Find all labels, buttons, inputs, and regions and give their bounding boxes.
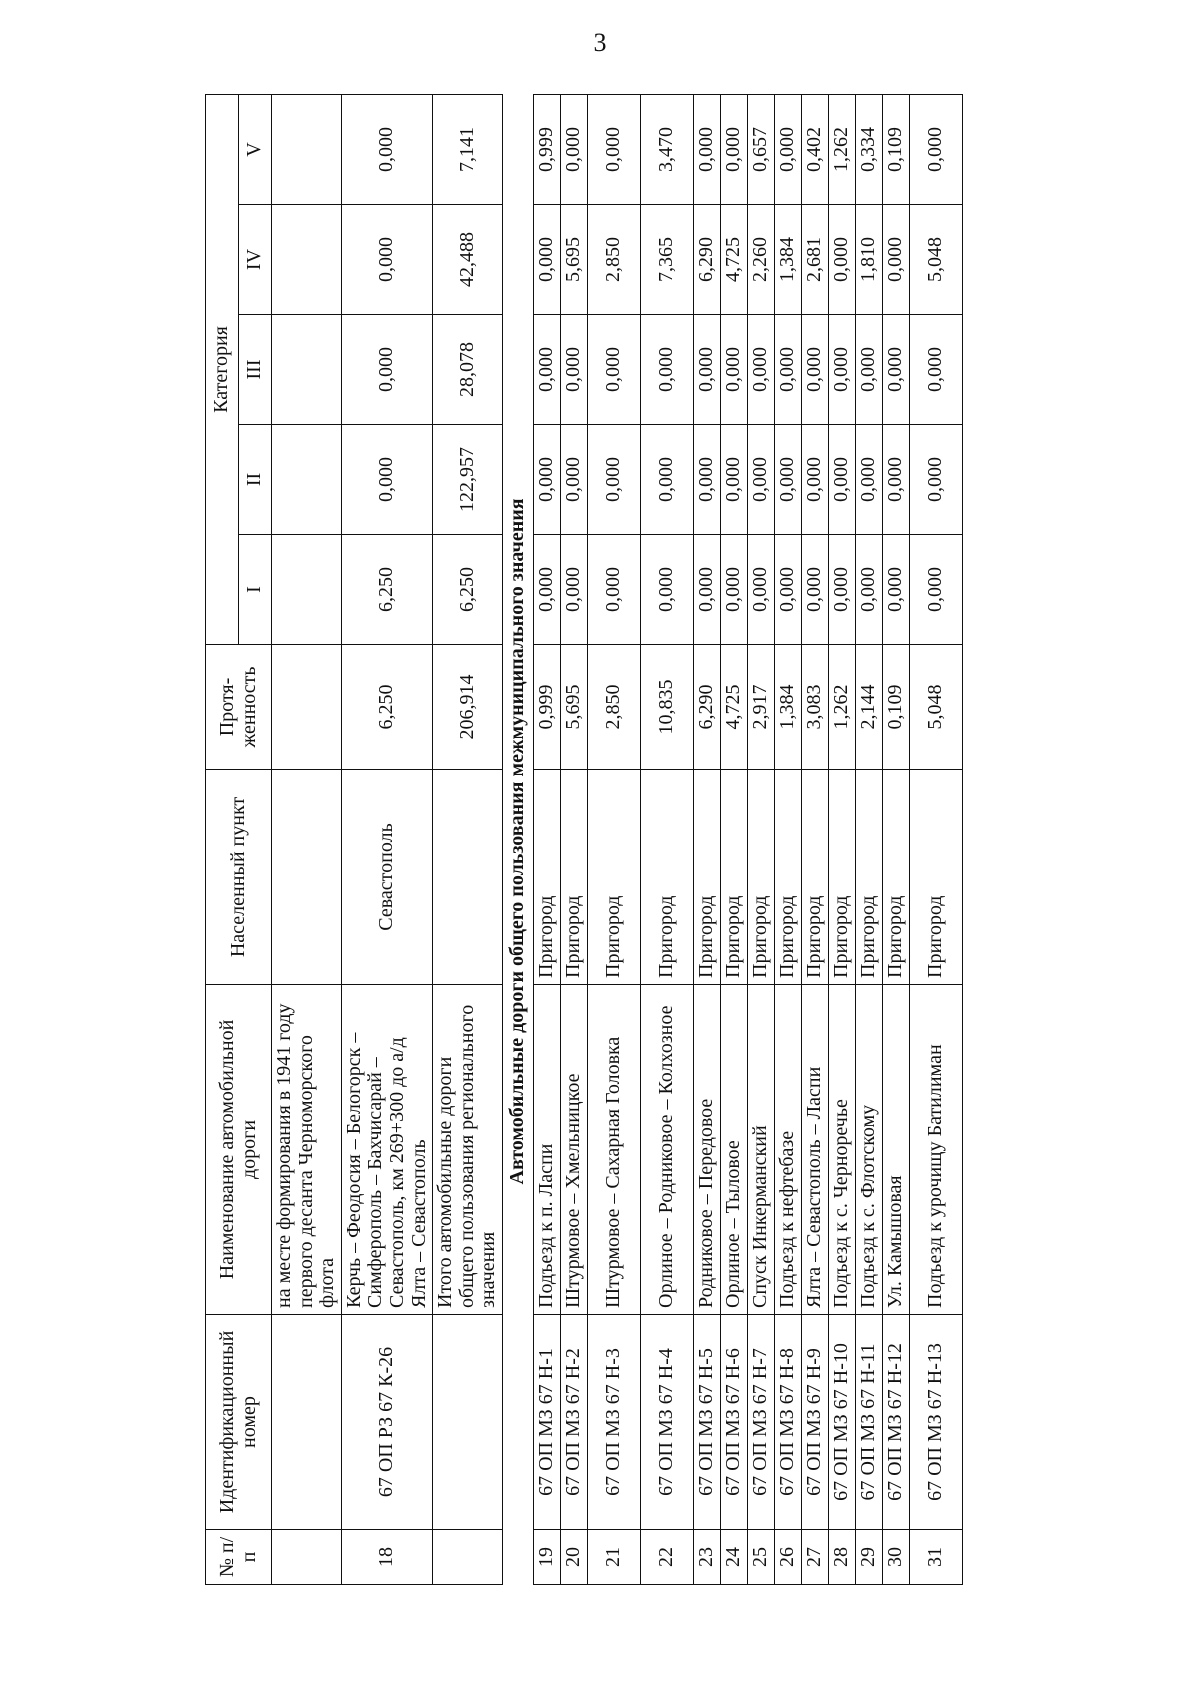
cell-length: 3,083 xyxy=(801,645,828,770)
cell xyxy=(272,425,342,535)
cell-cat-4: 0,000 xyxy=(533,205,560,315)
table-row xyxy=(720,94,747,1584)
cell-id: 67 ОП МЗ 67 Н-10 xyxy=(828,1315,855,1530)
header-id: Идентификационный номер xyxy=(206,1315,272,1530)
cell-name: Родниковое – Передовое xyxy=(693,985,720,1315)
cell-cat-2: 0,000 xyxy=(720,425,747,535)
cell-cat-2: 0,000 xyxy=(828,425,855,535)
cell-name: Спуск Инкерманский xyxy=(747,985,774,1315)
cell xyxy=(433,1315,503,1530)
cell-cat-3: 0,000 xyxy=(640,315,693,425)
cell-cat-4: 5,695 xyxy=(560,205,587,315)
cell-cat-2: 0,000 xyxy=(560,425,587,535)
cell-cat-3: 0,000 xyxy=(693,315,720,425)
cell-cat-5: 0,000 xyxy=(587,94,640,204)
header-no: № п/п xyxy=(206,1530,272,1585)
cell-cat-5: 0,000 xyxy=(774,94,801,204)
cell-cat-3: 0,000 xyxy=(855,315,882,425)
cell-cat-1: 6,250 xyxy=(341,535,432,645)
cell-cat-2: 0,000 xyxy=(747,425,774,535)
cell-no: 18 xyxy=(341,1530,432,1585)
cell-cat-4: 0,000 xyxy=(341,205,432,315)
cell-cat-3: 0,000 xyxy=(560,315,587,425)
table-row xyxy=(640,94,693,1584)
header-name: Наименование автомобильной дороги xyxy=(206,985,272,1315)
cell-name: Подъезд к с. Черноречье xyxy=(828,985,855,1315)
table-row xyxy=(560,94,587,1584)
cell-cat-4: 1,810 xyxy=(855,205,882,315)
cell-length: 2,144 xyxy=(855,645,882,770)
cell-cat-3: 0,000 xyxy=(747,315,774,425)
cell-cat-1: 0,000 xyxy=(882,535,909,645)
header-cat-5: V xyxy=(239,94,272,204)
cell xyxy=(433,1530,503,1585)
cell-name: Подъезд к нефтебазе xyxy=(774,985,801,1315)
cell-cat-3: 0,000 xyxy=(909,315,962,425)
cell-place: Пригород xyxy=(801,770,828,985)
cell-length: 2,850 xyxy=(587,645,640,770)
cell-cat-5: 0,657 xyxy=(747,94,774,204)
cell-name: Штурмовое – Сахарная Головка xyxy=(587,985,640,1315)
cell-no: 30 xyxy=(882,1530,909,1585)
cell-cat-2: 0,000 xyxy=(533,425,560,535)
cell-no: 29 xyxy=(855,1530,882,1585)
table-row xyxy=(855,94,882,1584)
cell-place: Севастополь xyxy=(341,770,432,985)
cell-cat-5: 0,000 xyxy=(909,94,962,204)
cell-length: 5,048 xyxy=(909,645,962,770)
cell-length: 1,384 xyxy=(774,645,801,770)
cell-cat-1: 0,000 xyxy=(747,535,774,645)
cell-no: 25 xyxy=(747,1530,774,1585)
cell-place: Пригород xyxy=(640,770,693,985)
cell xyxy=(272,94,342,204)
cell-cat-3: 0,000 xyxy=(533,315,560,425)
cell-cat-2: 0,000 xyxy=(801,425,828,535)
cell-cat-2: 0,000 xyxy=(587,425,640,535)
cell-place: Пригород xyxy=(747,770,774,985)
table-row xyxy=(747,94,774,1584)
cell-place: Пригород xyxy=(533,770,560,985)
cell-cat-5: 0,000 xyxy=(560,94,587,204)
cell-cat-2: 0,000 xyxy=(341,425,432,535)
cell-cat-5: 3,470 xyxy=(640,94,693,204)
total-cat-2: 122,957 xyxy=(433,425,503,535)
table-row xyxy=(587,94,640,1584)
cell xyxy=(272,1315,342,1530)
cell-name: на месте формирования в 1941 году первого десанта Черноморского флота xyxy=(272,985,342,1315)
cell-no: 20 xyxy=(560,1530,587,1585)
total-row xyxy=(433,94,503,1584)
cell-no: 31 xyxy=(909,1530,962,1585)
cell xyxy=(272,645,342,770)
cell-id: 67 ОП МЗ 67 Н-12 xyxy=(882,1315,909,1530)
total-cat-4: 42,488 xyxy=(433,205,503,315)
cell-cat-1: 0,000 xyxy=(855,535,882,645)
cell-cat-4: 6,290 xyxy=(693,205,720,315)
cell-id: 67 ОП МЗ 67 Н-7 xyxy=(747,1315,774,1530)
cell-name: Керчь – Феодосия – Белогорск – Симферополь – Бахчисарай – Севастополь, км 269+300 до а/д Ялта – Севастополь xyxy=(341,985,432,1315)
cell-id: 67 ОП МЗ 67 Н-11 xyxy=(855,1315,882,1530)
total-cat-5: 7,141 xyxy=(433,94,503,204)
cell-length: 10,835 xyxy=(640,645,693,770)
cell xyxy=(272,205,342,315)
cell-no: 28 xyxy=(828,1530,855,1585)
cell-cat-1: 0,000 xyxy=(774,535,801,645)
table-row-18 xyxy=(341,94,432,1584)
cell-cat-4: 0,000 xyxy=(828,205,855,315)
cell-cat-4: 2,260 xyxy=(747,205,774,315)
cell-name: Подъезд к п. Ласпи xyxy=(533,985,560,1315)
cell-length: 5,695 xyxy=(560,645,587,770)
table-row xyxy=(774,94,801,1584)
cell xyxy=(272,770,342,985)
cell-id: 67 ОП МЗ 67 Н-4 xyxy=(640,1315,693,1530)
header-cat-2: II xyxy=(239,425,272,535)
header-row-top xyxy=(206,94,239,1584)
cell-place: Пригород xyxy=(828,770,855,985)
cell xyxy=(433,770,503,985)
cell-name: Орлиное – Тыловое xyxy=(720,985,747,1315)
cell-cat-5: 1,262 xyxy=(828,94,855,204)
cell-name: Подъезд к с. Флотскому xyxy=(855,985,882,1315)
cell-id: 67 ОП МЗ 67 Н-3 xyxy=(587,1315,640,1530)
cell-length: 2,917 xyxy=(747,645,774,770)
cell-id: 67 ОП МЗ 67 Н-9 xyxy=(801,1315,828,1530)
cell-name: Подъезд к урочищу Батилиман xyxy=(909,985,962,1315)
cell-cat-4: 4,725 xyxy=(720,205,747,315)
cell-cat-1: 0,000 xyxy=(533,535,560,645)
cell-no: 19 xyxy=(533,1530,560,1585)
table-row xyxy=(693,94,720,1584)
cell-cat-5: 0,999 xyxy=(533,94,560,204)
table-row xyxy=(533,94,560,1584)
header-cat-3: III xyxy=(239,315,272,425)
cell-cat-1: 0,000 xyxy=(587,535,640,645)
cell-length: 0,109 xyxy=(882,645,909,770)
section-row xyxy=(502,94,533,1584)
cell-no: 21 xyxy=(587,1530,640,1585)
cell-cat-2: 0,000 xyxy=(693,425,720,535)
total-name: Итого автомобильные дороги общего пользования регионального значения xyxy=(433,985,503,1315)
continued-row xyxy=(272,94,342,1584)
cell-name: Штурмовое – Хмельницкое xyxy=(560,985,587,1315)
cell-place: Пригород xyxy=(693,770,720,985)
page-number: 3 xyxy=(593,28,607,57)
cell-cat-5: 0,109 xyxy=(882,94,909,204)
cell-cat-5: 0,000 xyxy=(693,94,720,204)
cell-place: Пригород xyxy=(882,770,909,985)
cell-cat-1: 0,000 xyxy=(801,535,828,645)
rows-body xyxy=(533,94,962,1584)
total-cat-3: 28,078 xyxy=(433,315,503,425)
cell-cat-2: 0,000 xyxy=(855,425,882,535)
cell-place: Пригород xyxy=(720,770,747,985)
cell-cat-4: 5,048 xyxy=(909,205,962,315)
cell-cat-1: 0,000 xyxy=(720,535,747,645)
cell-cat-3: 0,000 xyxy=(774,315,801,425)
cell-place: Пригород xyxy=(587,770,640,985)
header-place: Населенный пункт xyxy=(206,770,272,985)
cell-cat-3: 0,000 xyxy=(828,315,855,425)
cell-cat-3: 0,000 xyxy=(341,315,432,425)
cell-length: 0,999 xyxy=(533,645,560,770)
cell-cat-5: 0,000 xyxy=(341,94,432,204)
cell-cat-5: 0,334 xyxy=(855,94,882,204)
table-row xyxy=(801,94,828,1584)
cell-no: 22 xyxy=(640,1530,693,1585)
table-row xyxy=(828,94,855,1584)
cell-cat-3: 0,000 xyxy=(720,315,747,425)
cell-no: 26 xyxy=(774,1530,801,1585)
total-length: 206,914 xyxy=(433,645,503,770)
cell-id: 67 ОП МЗ 67 Н-13 xyxy=(909,1315,962,1530)
cell-place: Пригород xyxy=(774,770,801,985)
header-length: Протя-женность xyxy=(206,645,272,770)
table-row xyxy=(909,94,962,1584)
cell-cat-3: 0,000 xyxy=(882,315,909,425)
section-title: Автомобильные дороги общего пользования межмуниципального значения xyxy=(502,94,533,1584)
cell-cat-1: 0,000 xyxy=(693,535,720,645)
cell-cat-2: 0,000 xyxy=(774,425,801,535)
cell-cat-1: 0,000 xyxy=(640,535,693,645)
header-category: Категория xyxy=(206,94,239,644)
cell-cat-4: 7,365 xyxy=(640,205,693,315)
cell-cat-3: 0,000 xyxy=(801,315,828,425)
cell-cat-4: 2,681 xyxy=(801,205,828,315)
cell xyxy=(272,1530,342,1585)
cell-place: Пригород xyxy=(855,770,882,985)
header-cat-4: IV xyxy=(239,205,272,315)
cell-cat-2: 0,000 xyxy=(882,425,909,535)
cell-length: 6,250 xyxy=(341,645,432,770)
cell-name: Ялта – Севастополь – Ласпи xyxy=(801,985,828,1315)
cell-name: Орлиное – Родниковое – Колхозное xyxy=(640,985,693,1315)
cell-no: 24 xyxy=(720,1530,747,1585)
cell-id: 67 ОП МЗ 67 Н-1 xyxy=(533,1315,560,1530)
cell-cat-4: 0,000 xyxy=(882,205,909,315)
cell-id: 67 ОП МЗ 67 Н-8 xyxy=(774,1315,801,1530)
cell-cat-5: 0,000 xyxy=(720,94,747,204)
cell-length: 1,262 xyxy=(828,645,855,770)
roads-table xyxy=(205,94,963,1585)
cell-no: 27 xyxy=(801,1530,828,1585)
cell-cat-5: 0,402 xyxy=(801,94,828,204)
cell-cat-2: 0,000 xyxy=(909,425,962,535)
cell-cat-2: 0,000 xyxy=(640,425,693,535)
cell-cat-4: 2,850 xyxy=(587,205,640,315)
cell-name: Ул. Камышовая xyxy=(882,985,909,1315)
cell-length: 6,290 xyxy=(693,645,720,770)
header-cat-1: I xyxy=(239,535,272,645)
cell-id: 67 ОП МЗ 67 Н-6 xyxy=(720,1315,747,1530)
cell-cat-3: 0,000 xyxy=(587,315,640,425)
cell-cat-1: 0,000 xyxy=(828,535,855,645)
rotated-table-sheet xyxy=(205,95,1025,1585)
cell-id: 67 ОП РЗ 67 К-26 xyxy=(341,1315,432,1530)
cell-cat-4: 1,384 xyxy=(774,205,801,315)
cell xyxy=(272,315,342,425)
cell-id: 67 ОП МЗ 67 Н-5 xyxy=(693,1315,720,1530)
cell-place: Пригород xyxy=(909,770,962,985)
cell-cat-1: 0,000 xyxy=(909,535,962,645)
cell xyxy=(272,535,342,645)
cell-no: 23 xyxy=(693,1530,720,1585)
cell-cat-1: 0,000 xyxy=(560,535,587,645)
table-row xyxy=(882,94,909,1584)
cell-place: Пригород xyxy=(560,770,587,985)
cell-length: 4,725 xyxy=(720,645,747,770)
total-cat-1: 6,250 xyxy=(433,535,503,645)
cell-id: 67 ОП МЗ 67 Н-2 xyxy=(560,1315,587,1530)
